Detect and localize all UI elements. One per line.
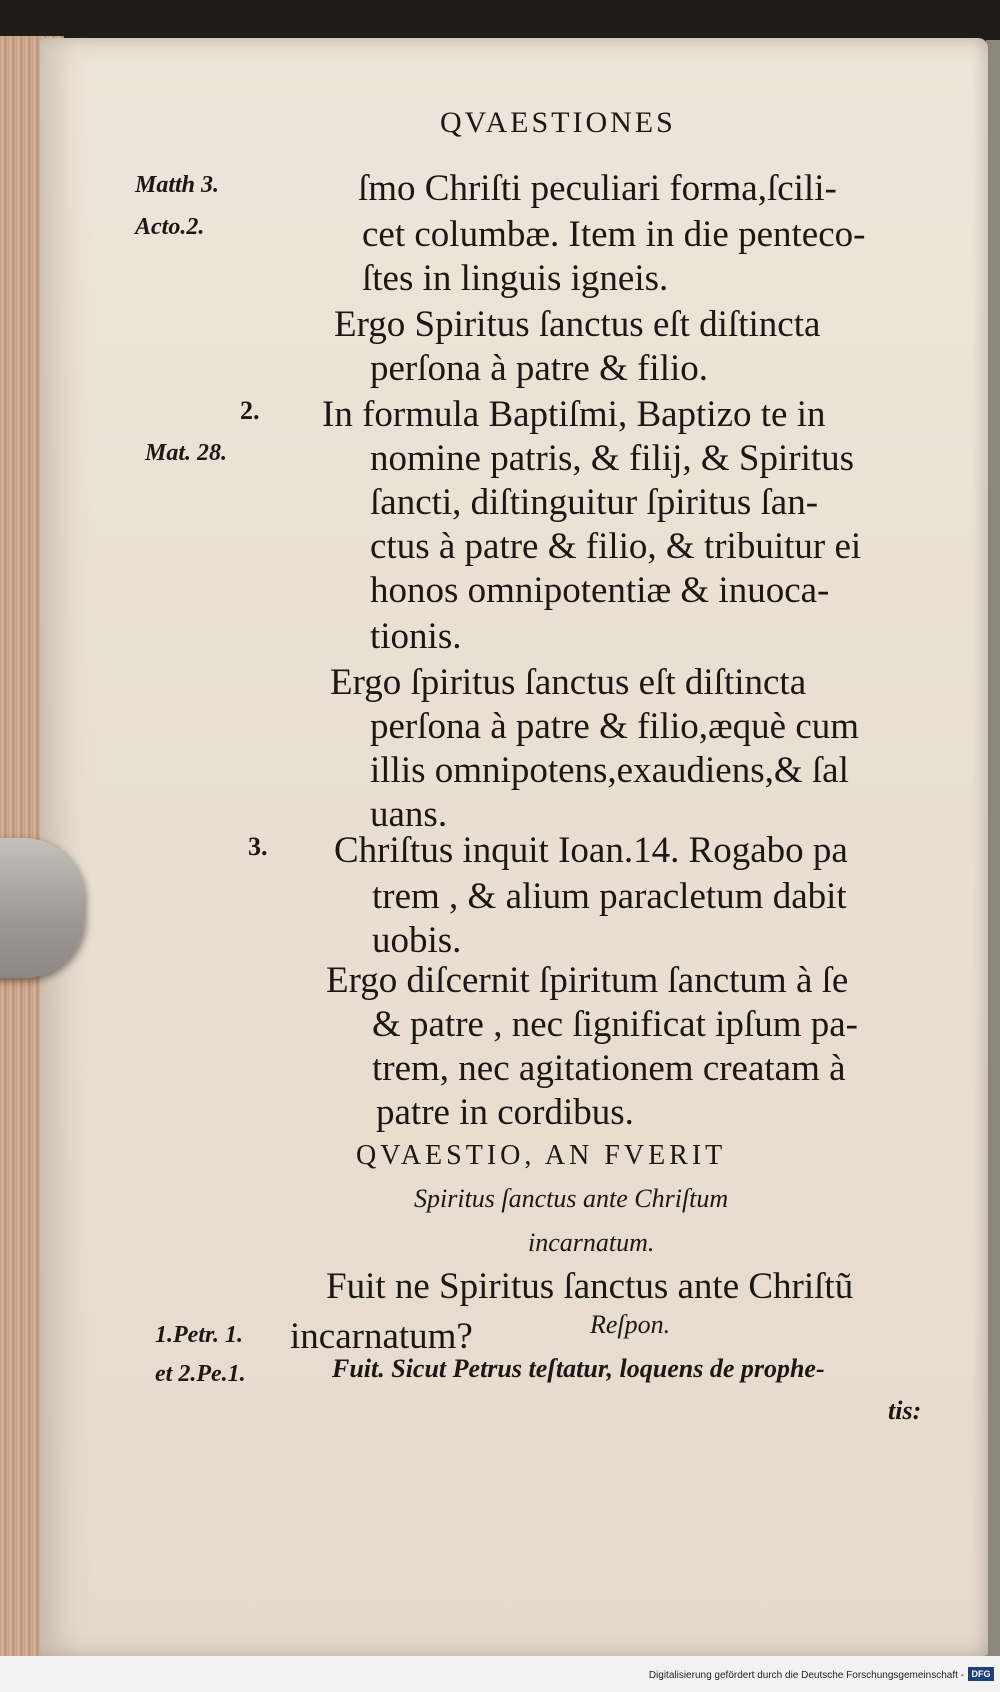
margin-note: Acto.2. — [135, 214, 205, 240]
text-line: Fuit ne Spiritus ſanctus ante Chriſtũ — [326, 1266, 854, 1307]
text-line: trem, nec agitationem creatam à — [372, 1048, 846, 1089]
text-line: ctus à patre & filio, & tribuitur ei — [370, 526, 862, 567]
footer-credit: Digitalisierung gefördert durch die Deutsche Forschungsgemeinschaft - — [648, 1670, 964, 1681]
text-line: patre in cordibus. — [376, 1092, 634, 1133]
question-subheading: Spiritus ſanctus ante Chriſtum — [414, 1184, 729, 1213]
text-line: ſtes in linguis igneis. — [362, 258, 669, 299]
margin-note: 3. — [248, 832, 268, 861]
scan-right-margin — [986, 40, 1000, 1660]
question-heading: QVAESTIO, AN FVERIT — [356, 1140, 727, 1171]
margin-note: 1.Petr. 1. — [155, 1322, 243, 1348]
text-line: In formula Baptiſmi, Baptizo te in — [322, 394, 826, 435]
margin-note: Matth 3. — [135, 172, 220, 198]
text-line: ſmo Chriſti peculiari forma,ſcili- — [358, 168, 837, 209]
text-line: nomine patris, & filij, & Spiritus — [370, 438, 855, 479]
text-line: incarnatum? — [290, 1316, 473, 1357]
question-subheading: incarnatum. — [528, 1228, 655, 1257]
text-line: perſona à patre & filio. — [370, 348, 709, 389]
margin-note: et 2.Pe.1. — [155, 1361, 246, 1387]
text-line: Ergo diſcernit ſpiritum ſanctum à ſe — [326, 960, 849, 1001]
text-line: honos omnipotentiæ & inuoca- — [370, 570, 830, 611]
running-title: QVAESTIONES — [440, 106, 676, 139]
margin-note: Mat. 28. — [145, 440, 228, 466]
text-line: perſona à patre & filio,æquè cum — [370, 706, 860, 747]
dfg-logo: DFG — [968, 1667, 994, 1681]
text-line: ſancti, diſtinguitur ſpiritus ſan- — [370, 482, 819, 523]
text-line: Chriſtus inquit Ioan.14. Rogabo pa — [334, 830, 848, 871]
catchword: tis: — [888, 1396, 922, 1425]
text-line: illis omnipotens,exaudiens,& ſal — [370, 750, 849, 791]
margin-note: 2. — [240, 396, 260, 425]
text-line: Fuit. Sicut Petrus teſtatur, loquens de prophe- — [332, 1354, 825, 1383]
respon-label: Reſpon. — [590, 1310, 671, 1339]
text-line: uans. — [370, 794, 448, 835]
text-line: uobis. — [372, 920, 462, 961]
text-line: Ergo ſpiritus ſanctus eſt diſtincta — [330, 662, 807, 703]
text-line: trem , & alium paracletum dabit — [372, 876, 847, 917]
text-line: cet columbæ. Item in die penteco- — [362, 214, 866, 255]
text-line: Ergo Spiritus ſanctus eſt diſtincta — [334, 304, 821, 345]
text-line: tionis. — [370, 616, 462, 657]
scan-top-margin — [0, 0, 1000, 40]
text-line: & patre , nec ſignificat ipſum pa- — [372, 1004, 858, 1045]
